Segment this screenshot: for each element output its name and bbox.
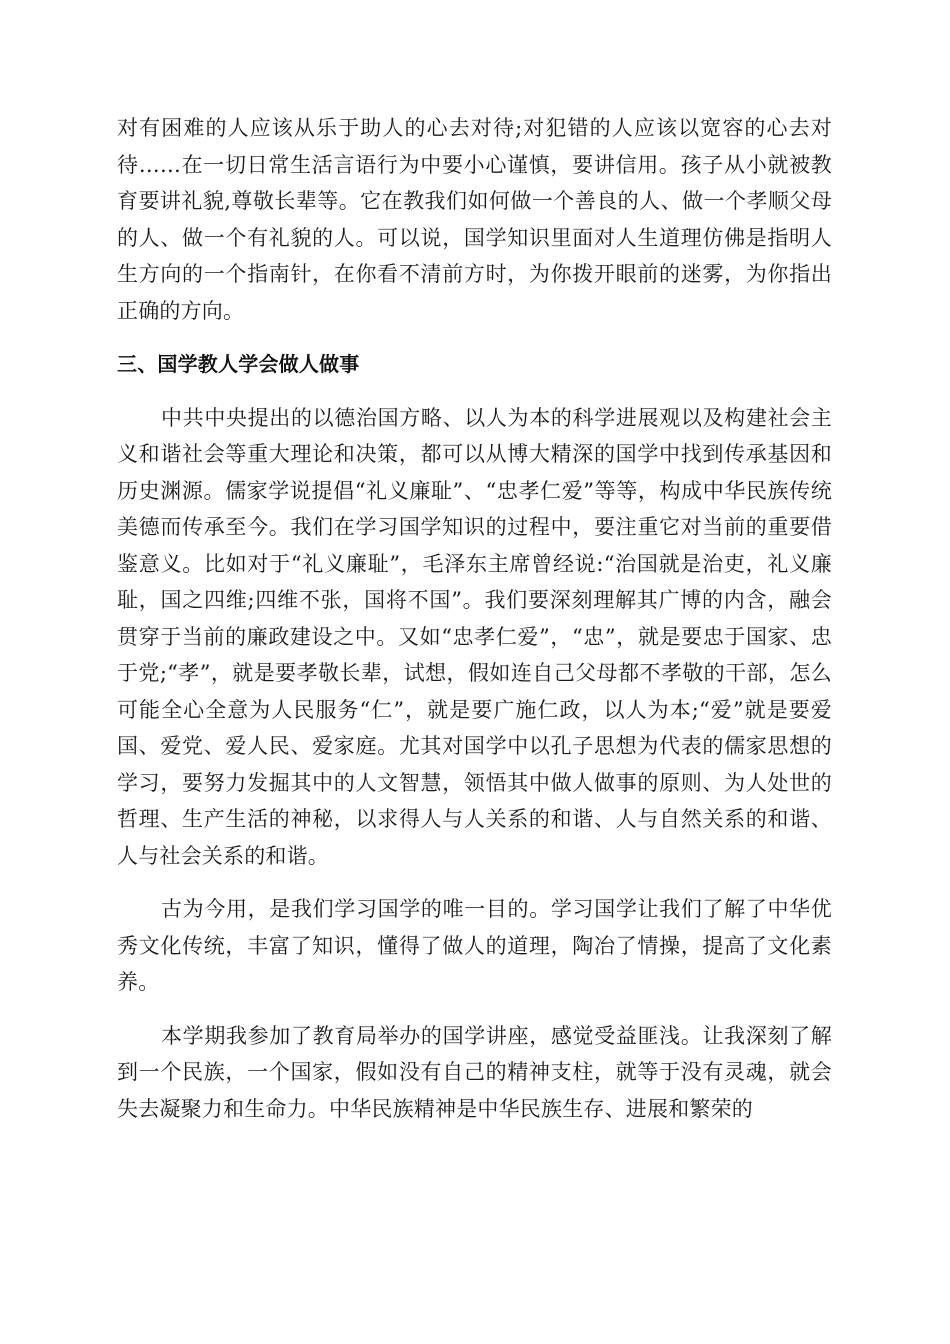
section-heading: 三、国学教人学会做人做事 bbox=[117, 352, 360, 376]
paragraph-guoxue-practice: 中共中央提出的以德治国方略、以人为本的科学进展观以及构建社会主义和谐社会等重大理论和决策，都可以从博大精深的国学中找到传承基因和历史渊源。儒家学说提倡“礼义廉耻”、“忠孝仁爱”等等，构成中华民族传统美德而传承至今。我们在学习国学知识的过程中，要注重它对当前的重要借鉴意义。比如对于“礼义廉耻”，毛泽东主席曾经说:“治国就是治吏，礼义廉耻，国之四维;四维不张，国将不国”。我们要深刻理解其广博的内含，融会贯穿于当前的廉政建设之中。又如“忠孝仁爱”，“忠”，就是要忠于国家、忠于党;“孝”，就是要孝敬长辈，试想，假如连自己父母都不孝敬的干部，怎么可能全心全意为人民服务“仁”，就是要广施仁政，以人为本;“爱”就是要爱国、爱党、爱人民、爱家庭。尤其对国学中以孔子思想为代表的儒家思想的学习，要努力发掘其中的人文智慧，领悟其中做人做事的原则、为人处世的哲理、生产生活的神秘，以求得人与人关系的和谐、人与自然关系的和谐、人与社会关系的和谐。 bbox=[117, 405, 832, 868]
paragraph-lecture: 本学期我参加了教育局举办的国学讲座，感觉受益匪浅。让我深刻了解到一个民族，一个国家，假如没有自己的精神支柱，就等于没有灵魂，就会失去凝聚力和生命力。中华民族精神是中华民族生存、进展和繁荣的 bbox=[117, 1023, 832, 1121]
paragraph-continuation: 对有困难的人应该从乐于助人的心去对待;对犯错的人应该以宽容的心去对待……在一切日常生活言语行为中要小心谨慎，要讲信用。孩子从小就被教育要讲礼貌,尊敬长辈等。它在教我们如何做一个善良的人、做一个孝顺父母的人、做一个有礼貌的人。可以说，国学知识里面对人生道理仿佛是指明人生方向的一个指南针，在你看不清前方时，为你拨开眼前的迷雾，为你指出正确的方向。 bbox=[117, 116, 832, 323]
paragraph-purpose: 古为今用，是我们学习国学的唯一目的。学习国学让我们了解了中华优秀文化传统，丰富了知识，懂得了做人的道理，陶冶了情操，提高了文化素养。 bbox=[117, 897, 832, 994]
document-body bbox=[117, 110, 832, 1127]
